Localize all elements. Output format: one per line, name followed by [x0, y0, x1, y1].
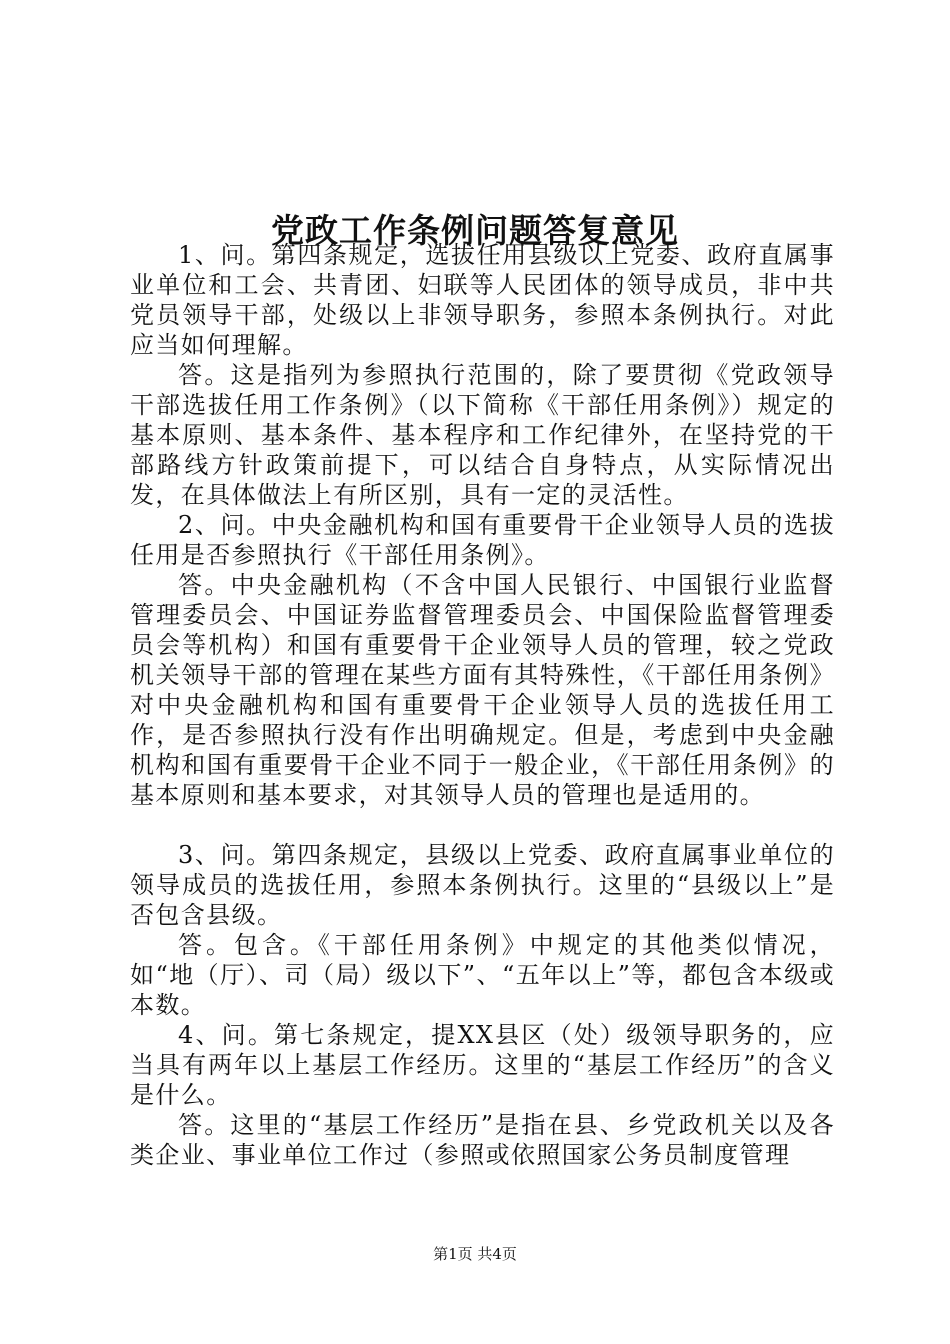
paragraph-q4: 4、问。第七条规定，提XX县区（处）级领导职务的，应当具有两年以上基层工作经历。这里的“基层工作经历”的含义是什么。: [130, 1021, 835, 1109]
document-title: 党政工作条例问题答复意见: [271, 211, 679, 251]
paragraph-a2: 答。中央金融机构（不含中国人民银行、中国银行业监督管理委员会、中国证券监督管理委员会、中国保险监督管理委员会等机构）和国有重要骨干企业领导人员的管理，较之党政机关领导干部的管理在某些方面有其特殊性，《干部任用条例》对中央金融机构和国有重要骨干企业领导人员的选拔任用工作，是否参照执行没有作出明确规定。但是，考虑到中央金融机构和国有重要骨干企业不同于一般企业，《干部任用条例》的基本原则和基本要求，对其领导人员的管理也是适用的。: [130, 571, 835, 809]
paragraph-q2: 2、问。中央金融机构和国有重要骨干企业领导人员的选拔任用是否参照执行《干部任用条例》。: [130, 511, 835, 569]
page-footer: 第1页 共4页: [433, 1245, 517, 1263]
document-body: [130, 240, 835, 1170]
paragraph-q1: 1、问。第四条规定，选拔任用县级以上党委、政府直属事业单位和工会、共青团、妇联等人民团体的领导成员，非中共党员领导干部，处级以上非领导职务，参照本条例执行。对此应当如何理解。: [130, 241, 835, 359]
paragraph-a3: 答。包含。《干部任用条例》中规定的其他类似情况，如“地（厅）、司（局）级以下”、“五年以上”等，都包含本级或本数。: [130, 931, 835, 1019]
paragraph-q3: 3、问。第四条规定，县级以上党委、政府直属事业单位的领导成员的选拔任用，参照本条例执行。这里的“县级以上”是否包含县级。: [130, 841, 835, 929]
paragraph-a4: 答。这里的“基层工作经历”是指在县、乡党政机关以及各类企业、事业单位工作过（参照或依照国家公务员制度管理: [130, 1111, 835, 1169]
paragraph-a1: 答。这是指列为参照执行范围的，除了要贯彻《党政领导干部选拔任用工作条例》（以下简称《干部任用条例》）规定的基本原则、基本条件、基本程序和工作纪律外，在坚持党的干部路线方针政策前提下，可以结合自身特点，从实际情况出发，在具体做法上有所区别，具有一定的灵活性。: [130, 361, 835, 509]
